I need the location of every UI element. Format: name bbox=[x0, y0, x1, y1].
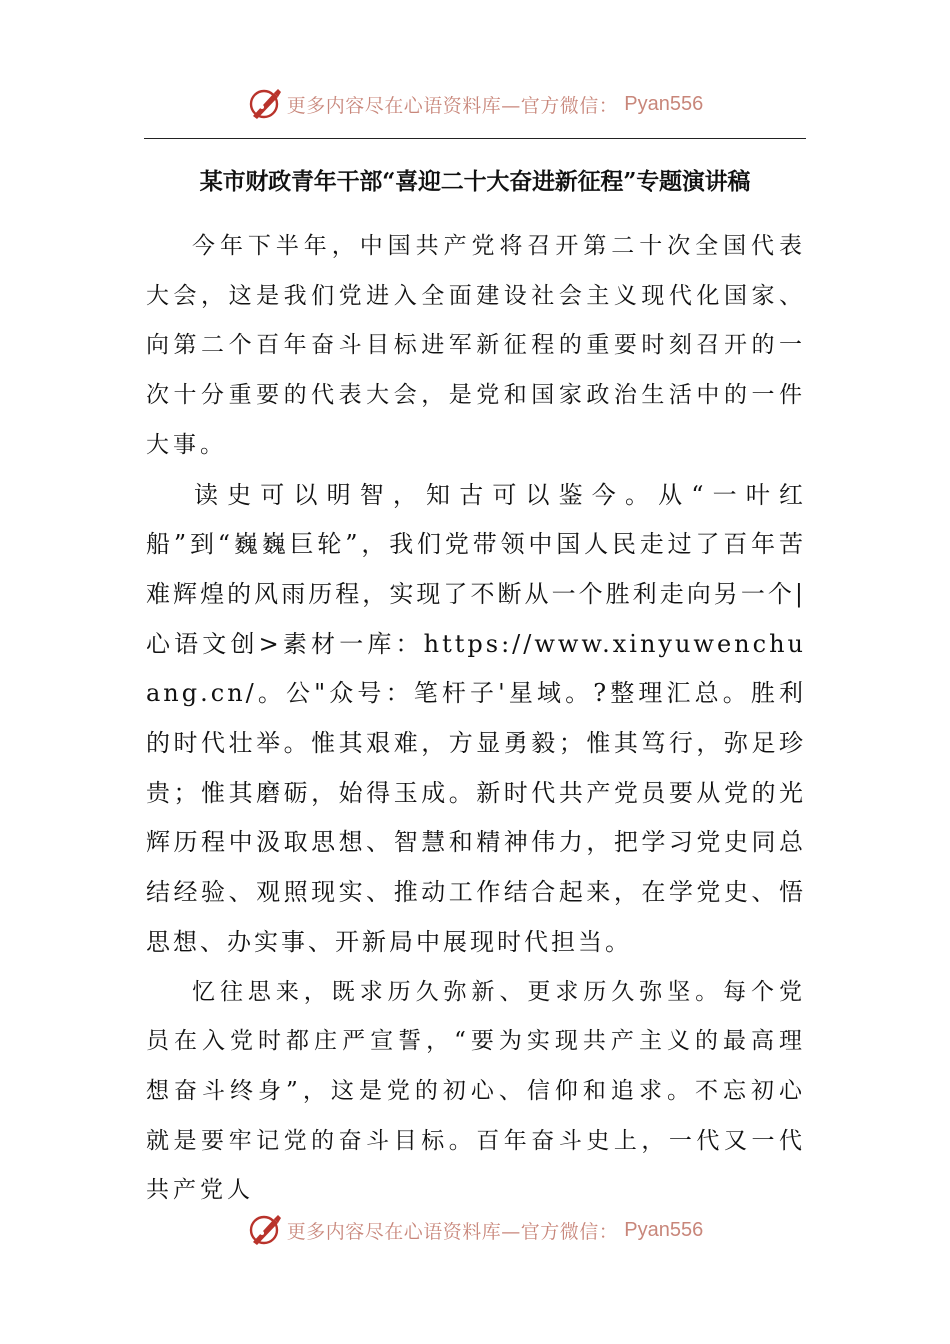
pen-nib-logo-icon bbox=[247, 1212, 283, 1248]
document-title: 某市财政青年干部“喜迎二十大奋进新征程”专题演讲稿 bbox=[199, 168, 751, 195]
footer-banner bbox=[0, 1208, 950, 1252]
banner-text: 更多内容尽在心语资料库—官方微信： bbox=[286, 1220, 619, 1243]
paragraph: 读史可以明智，知古可以鉴今。从“一叶红船”到“巍巍巨轮”，我们党带领中国人民走过了百年苦难辉煌的风雨历程，实现了不断从一个胜利走向另一个|心语文创>素材一库：https://www.xinyuwenchuang.cn/。公"众号：笔杆子'星域。?整理汇总。胜利的时代壮举。惟其艰难，方显勇毅；惟其笃行，弥足珍贵；惟其磨砺，始得玉成。新时代共产党员要从党的光辉历程中汲取思想、智慧和精神伟力，把学习党史同总结经验、观照现实、推动工作结合起来，在学党史、悟思想、办实事、开新局中展现时代担当。 bbox=[146, 480, 806, 956]
pen-nib-logo-icon bbox=[247, 86, 283, 122]
document-body bbox=[146, 222, 806, 1216]
banner-text: 更多内容尽在心语资料库—官方微信： bbox=[286, 94, 619, 117]
wechat-id: Pyan556 bbox=[624, 1218, 704, 1241]
paragraph: 忆往思来，既求历久弥新、更求历久弥坚。每个党员在入党时都庄严宣誓，“要为实现共产主义的最高理想奋斗终身”，这是党的初心、信仰和追求。不忘初心就是要牢记党的奋斗目标。百年奋斗史上，一代又一代共产党人 bbox=[146, 978, 806, 1204]
paragraph: 今年下半年，中国共产党将召开第二十次全国代表大会，这是我们党进入全面建设社会主义现代化国家、向第二个百年奋斗目标进军新征程的重要时刻召开的一次十分重要的代表大会，是党和国家政治生活中的一件大事。 bbox=[146, 233, 806, 458]
header-divider bbox=[144, 138, 806, 139]
header-banner bbox=[0, 82, 950, 126]
wechat-id: Pyan556 bbox=[624, 92, 704, 115]
